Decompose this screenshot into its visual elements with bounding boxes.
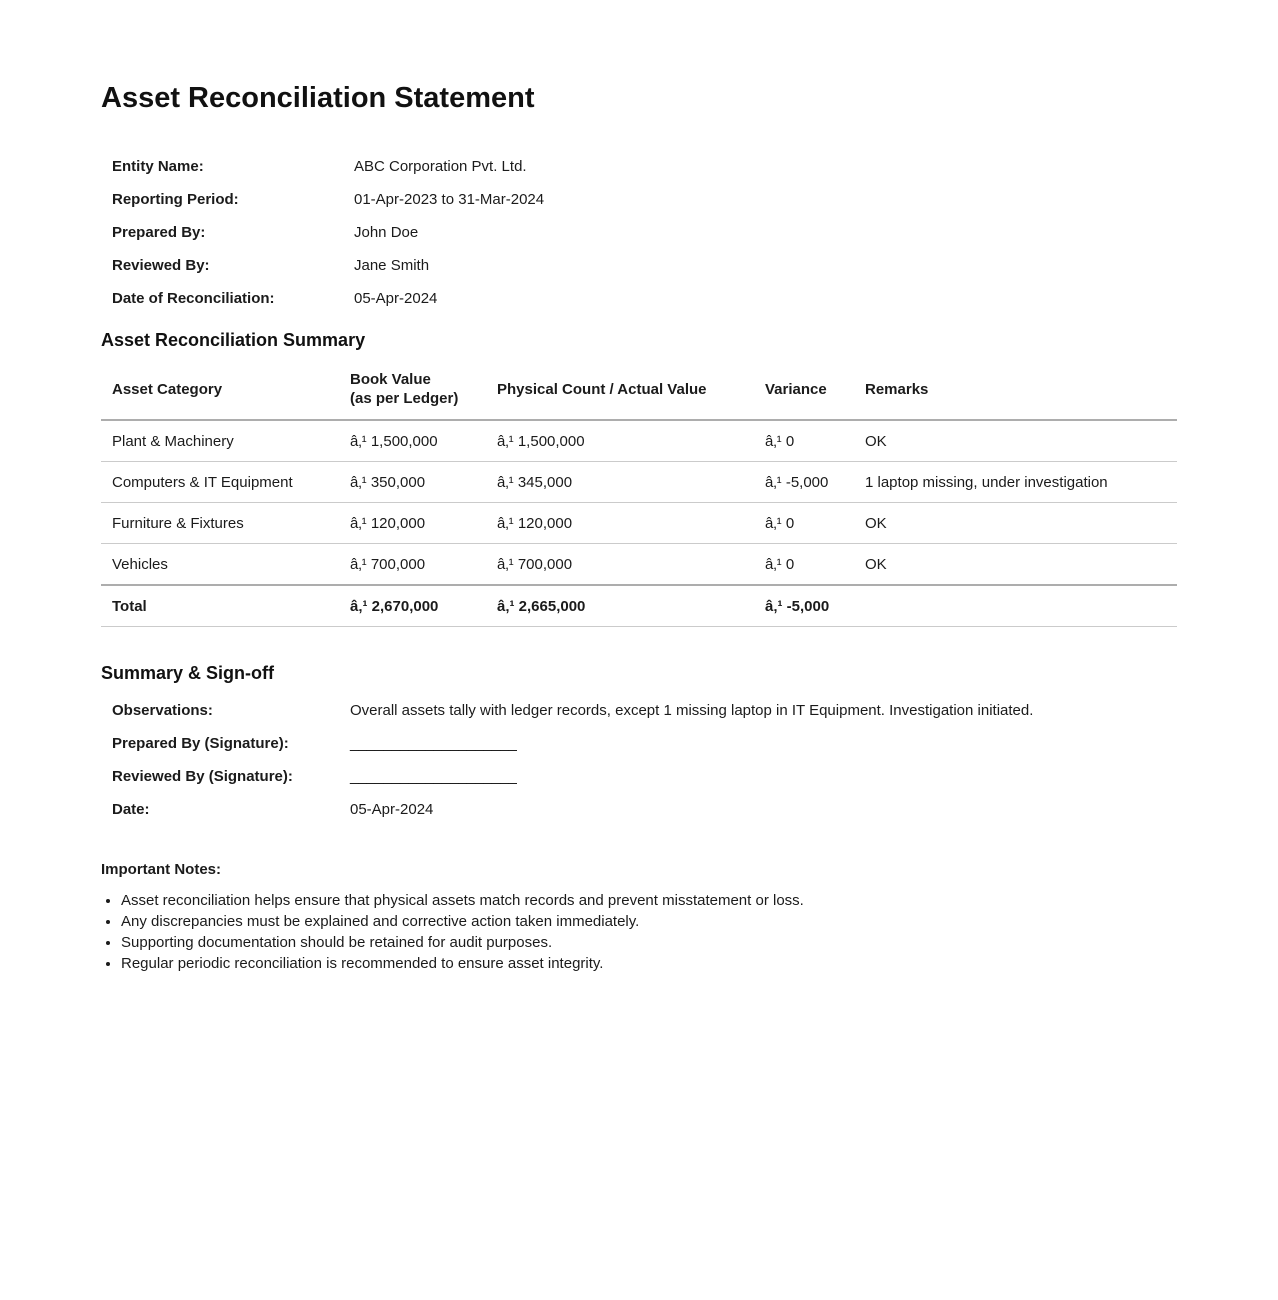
observations-value: Overall assets tally with ledger records, except 1 missing laptop in IT Equipment. Investigation initiated. [350, 702, 1034, 719]
meta-row-prepared-by [112, 216, 1177, 249]
cell-book-value: â‚¹ 120,000 [350, 503, 497, 544]
meta-label: Entity Name: [112, 158, 204, 175]
meta-row-reviewed-by [112, 249, 1177, 282]
column-header-label: Physical Count / Actual Value [497, 380, 707, 398]
cell-variance: â‚¹ 0 [765, 420, 865, 462]
note-item: • Asset reconciliation helps ensure that physical assets match records and prevent misstatement or loss. [121, 890, 1177, 911]
column-header-book-value [350, 359, 497, 420]
cell-total-label: Total [101, 585, 350, 627]
column-header-label: Book Value [350, 371, 431, 388]
cell-remarks: OK [865, 503, 1177, 544]
column-header-variance [765, 359, 865, 420]
cell-physical-count: â‚¹ 345,000 [497, 462, 765, 503]
table-row-furniture-fixtures [101, 503, 1177, 544]
cell-asset-category: Furniture & Fixtures [101, 503, 350, 544]
table-row-plant-machinery [101, 420, 1177, 462]
meta-label: Reporting Period: [112, 191, 239, 208]
column-header-sublabel: (as per Ledger) [350, 390, 459, 407]
cell-physical-count: â‚¹ 120,000 [497, 503, 765, 544]
cell-variance: â‚¹ 0 [765, 544, 865, 586]
cell-remarks: OK [865, 420, 1177, 462]
prepared-signature-label: Prepared By (Signature): [112, 735, 289, 752]
note-item: • Supporting documentation should be retained for audit purposes. [121, 932, 1177, 953]
table-row-vehicles [101, 544, 1177, 586]
summary-section-heading: Asset Reconciliation Summary [101, 330, 366, 350]
column-header-asset-category [101, 359, 350, 420]
cell-asset-category: Plant & Machinery [101, 420, 350, 462]
cell-variance: â‚¹ 0 [765, 503, 865, 544]
signoff-row-reviewed-signature [112, 760, 1177, 793]
note-item: • Regular periodic reconciliation is recommended to ensure asset integrity. [121, 953, 1177, 974]
reviewed-signature-line: ____________________ [350, 768, 517, 785]
cell-remarks: OK [865, 544, 1177, 586]
reviewed-signature-label: Reviewed By (Signature): [112, 768, 293, 785]
cell-total-physical-count: â‚¹ 2,665,000 [497, 585, 765, 627]
cell-total-book-value: â‚¹ 2,670,000 [350, 585, 497, 627]
signoff-block [112, 694, 1177, 826]
meta-label: Date of Reconciliation: [112, 290, 275, 307]
meta-label: Prepared By: [112, 224, 206, 241]
meta-value: Jane Smith [354, 257, 430, 274]
table-header-row [101, 359, 1177, 420]
important-notes-list [101, 890, 1177, 974]
cell-remarks: 1 laptop missing, under investigation [865, 462, 1177, 503]
signoff-row-observations [112, 694, 1177, 727]
cell-physical-count: â‚¹ 700,000 [497, 544, 765, 586]
table-row-computers-it [101, 462, 1177, 503]
cell-asset-category: Computers & IT Equipment [101, 462, 350, 503]
cell-total-variance: â‚¹ -5,000 [765, 585, 865, 627]
document-metadata [112, 150, 1177, 315]
meta-label: Reviewed By: [112, 257, 210, 274]
column-header-label: Asset Category [112, 380, 223, 398]
cell-asset-category: Vehicles [101, 544, 350, 586]
signoff-row-date [112, 793, 1177, 826]
column-header-physical-count [497, 359, 765, 420]
meta-value: 01-Apr-2023 to 31-Mar-2024 [354, 191, 545, 208]
cell-book-value: â‚¹ 700,000 [350, 544, 497, 586]
signoff-row-prepared-signature [112, 727, 1177, 760]
observations-label: Observations: [112, 702, 213, 719]
column-header-remarks [865, 359, 1177, 420]
note-item: • Any discrepancies must be explained and corrective action taken immediately. [121, 911, 1177, 932]
cell-variance: â‚¹ -5,000 [765, 462, 865, 503]
meta-row-reporting-period [112, 183, 1177, 216]
page-title: Asset Reconciliation Statement [101, 82, 535, 114]
signoff-date-value: 05-Apr-2024 [350, 801, 434, 818]
cell-book-value: â‚¹ 350,000 [350, 462, 497, 503]
column-header-label: Variance [765, 380, 827, 398]
cell-total-remarks [865, 585, 1177, 627]
meta-value: ABC Corporation Pvt. Ltd. [354, 158, 527, 175]
table-row-total [101, 585, 1177, 627]
signoff-date-label: Date: [112, 801, 150, 818]
cell-physical-count: â‚¹ 1,500,000 [497, 420, 765, 462]
notes-section-heading: Important Notes: [101, 861, 221, 878]
signoff-section-heading: Summary & Sign-off [101, 663, 275, 683]
prepared-signature-line: ____________________ [350, 735, 517, 752]
meta-row-date-of-reconciliation [112, 282, 1177, 315]
meta-value: John Doe [354, 224, 419, 241]
cell-book-value: â‚¹ 1,500,000 [350, 420, 497, 462]
column-header-label: Remarks [865, 380, 929, 398]
meta-value: 05-Apr-2024 [354, 290, 438, 307]
meta-row-entity-name [112, 150, 1177, 183]
asset-reconciliation-table [101, 359, 1177, 627]
